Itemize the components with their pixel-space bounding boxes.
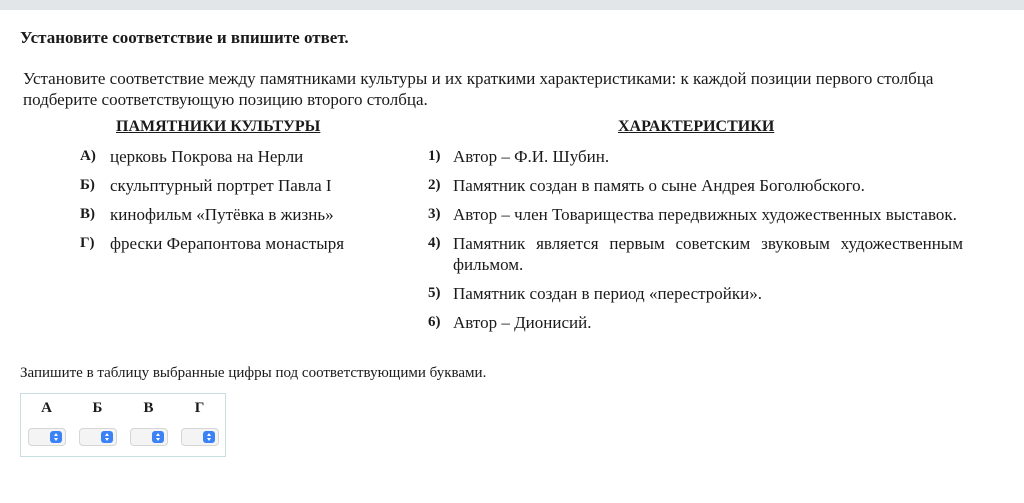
answer-cell-g xyxy=(174,394,225,456)
answer-cell-b xyxy=(72,394,123,456)
item-number: 4) xyxy=(428,235,441,251)
list-item xyxy=(428,204,963,225)
item-number: 1) xyxy=(428,148,441,164)
list-item xyxy=(80,204,400,225)
item-text: Памятник является первым советским звуковым художественным фильмом. xyxy=(453,234,963,274)
item-letter: Б) xyxy=(80,177,95,193)
item-text: Памятник создан в период «перестройки». xyxy=(453,284,762,303)
left-column-header: ПАМЯТНИКИ КУЛЬТУРЫ xyxy=(116,118,321,135)
list-item xyxy=(428,312,963,333)
item-letter: А) xyxy=(80,148,96,164)
select-chevron-icon xyxy=(101,431,113,443)
list-item xyxy=(80,146,400,167)
characteristics-list xyxy=(428,146,963,341)
list-item xyxy=(428,175,963,196)
answer-select-g[interactable] xyxy=(181,428,219,446)
select-chevron-icon xyxy=(203,431,215,443)
list-item xyxy=(80,175,400,196)
item-text: церковь Покрова на Нерли xyxy=(110,147,304,166)
task-instructions: Установите соответствие между памятниками культуры и их краткими характеристиками: к каждой позиции первого столбца подберите соответствующую позицию второго столбца. xyxy=(23,69,934,109)
answer-letter: А xyxy=(41,400,52,416)
item-letter: В) xyxy=(80,206,95,222)
item-number: 6) xyxy=(428,314,441,330)
list-item xyxy=(80,233,400,254)
item-text: Памятник создан в память о сыне Андрея Боголюбского. xyxy=(453,176,865,195)
answer-cell-v xyxy=(123,394,174,456)
item-number: 5) xyxy=(428,285,441,301)
item-number: 2) xyxy=(428,177,441,193)
answer-select-b[interactable] xyxy=(79,428,117,446)
item-text: Автор – Ф.И. Шубин. xyxy=(453,147,610,166)
answer-letter: Г xyxy=(194,400,205,416)
right-column-header: ХАРАКТЕРИСТИКИ xyxy=(618,118,775,135)
task-heading: Установите соответствие и впишите ответ. xyxy=(20,28,349,47)
item-text: фрески Ферапонтова монастыря xyxy=(110,234,345,253)
item-text: Автор – Дионисий. xyxy=(453,313,592,332)
item-letter: Г) xyxy=(80,235,95,251)
item-text: Автор – член Товарищества передвижных художественных выставок. xyxy=(453,205,957,224)
answer-letter: В xyxy=(143,400,154,416)
answer-letter: Б xyxy=(92,400,103,416)
list-item xyxy=(428,233,963,275)
monuments-list xyxy=(80,146,400,262)
item-text: кинофильм «Путёвка в жизнь» xyxy=(110,205,334,224)
select-chevron-icon xyxy=(152,431,164,443)
item-number: 3) xyxy=(428,206,441,222)
answer-cell-a xyxy=(21,394,72,456)
select-chevron-icon xyxy=(50,431,62,443)
answer-table xyxy=(20,393,226,457)
list-item xyxy=(428,283,963,304)
answer-select-v[interactable] xyxy=(130,428,168,446)
item-text: скульптурный портрет Павла I xyxy=(110,176,332,195)
list-item xyxy=(428,146,963,167)
answer-select-a[interactable] xyxy=(28,428,66,446)
top-bar xyxy=(0,0,1024,10)
answer-instructions: Запишите в таблицу выбранные цифры под соответствующими буквами. xyxy=(20,365,487,381)
